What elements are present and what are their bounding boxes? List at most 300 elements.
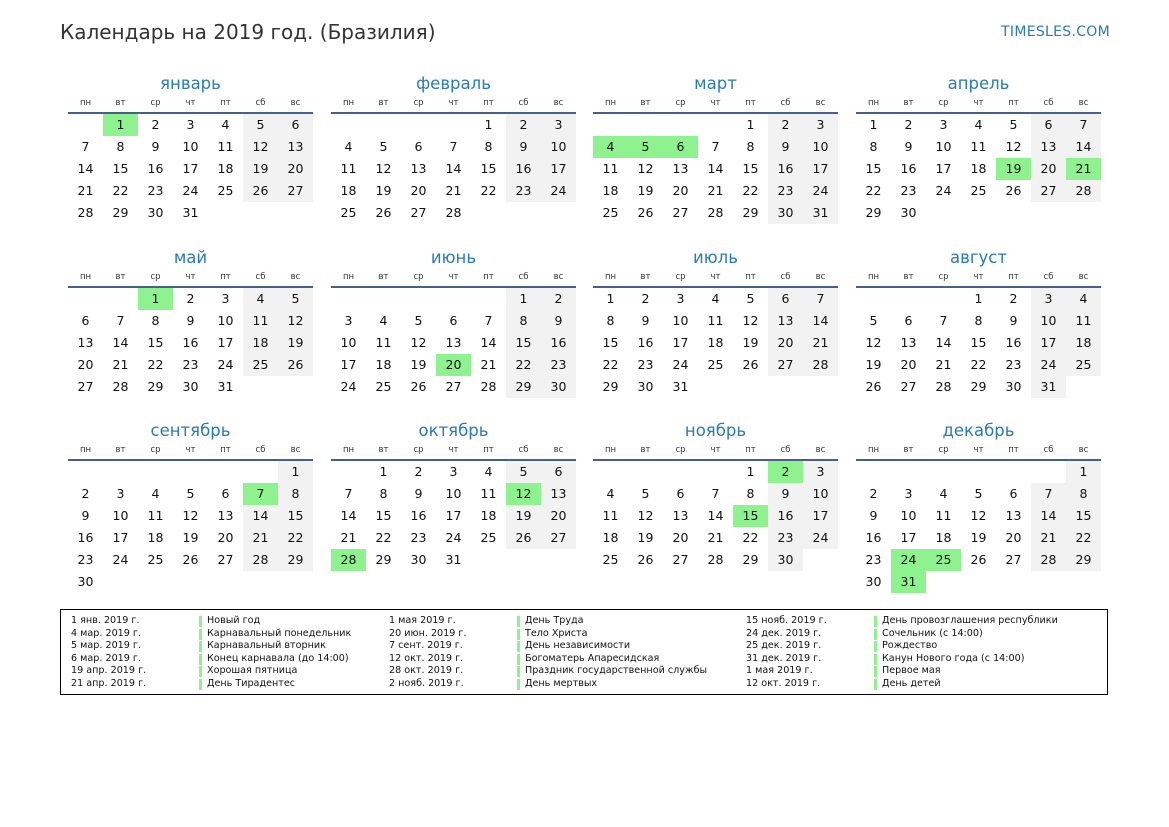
day-cell: 12 [182, 508, 199, 523]
day-cell: 22 [865, 183, 882, 198]
day-cell: 31 [217, 379, 234, 394]
day-cell: 17 [217, 335, 234, 350]
day-cell: 3 [344, 313, 353, 328]
day-cell: 14 [340, 508, 357, 523]
week-row [331, 332, 576, 354]
week-row [593, 310, 838, 332]
day-cell: 9 [414, 486, 423, 501]
week-row [331, 288, 576, 310]
week-row [593, 202, 838, 224]
day-cell: 11 [935, 508, 952, 523]
day-cell: 8 [746, 139, 755, 154]
weekend-day-cell: 20 [1031, 158, 1066, 180]
weekend-day-cell: 20 [768, 332, 803, 354]
weekday-label: пн [867, 98, 880, 108]
day-cell: 9 [186, 313, 195, 328]
week-row [856, 376, 1101, 398]
weekend-day-cell: 23 [768, 180, 803, 202]
day-cell: 23 [637, 357, 654, 372]
legend-date: 1 мая 2019 г. [746, 665, 813, 677]
week-row [331, 527, 576, 549]
day-cell: 20 [900, 357, 917, 372]
day-cell: 31 [182, 205, 199, 220]
empty-cell [541, 549, 576, 571]
legend-date: 21 апр. 2019 г. [71, 677, 147, 689]
weekend-day-cell: 18 [243, 332, 278, 354]
weekend-day-cell: 22 [278, 527, 313, 549]
empty-cell [628, 114, 663, 136]
day-cell: 23 [865, 552, 882, 567]
weekend-day-cell: 14 [1066, 136, 1101, 158]
day-cell: 3 [186, 117, 195, 132]
weekend-day-cell: 7 [803, 288, 838, 310]
weekend-day-cell: 28 [1031, 549, 1066, 571]
weekday-label: вс [290, 272, 301, 282]
weekday-label: ср [413, 98, 424, 108]
empty-cell [856, 288, 891, 310]
legend-date: 25 дек. 2019 г. [746, 640, 822, 652]
empty-cell [208, 202, 243, 224]
day-cell: 28 [935, 379, 952, 394]
day-cell: 7 [711, 139, 720, 154]
day-cell: 6 [414, 139, 423, 154]
weekend-day-cell: 7 [1066, 114, 1101, 136]
holiday-day-cell: 1 [138, 288, 173, 310]
empty-cell [366, 288, 401, 310]
day-cell: 2 [186, 291, 195, 306]
day-cell: 8 [151, 313, 160, 328]
month-7 [593, 248, 838, 398]
day-cell: 25 [340, 205, 357, 220]
day-cell: 4 [606, 486, 615, 501]
day-cell: 31 [445, 552, 462, 567]
day-cell: 21 [480, 357, 497, 372]
day-cell: 8 [116, 139, 125, 154]
weekend-day-cell: 28 [803, 354, 838, 376]
day-cell: 19 [182, 530, 199, 545]
weekend-day-cell: 15 [1066, 505, 1101, 527]
weekday-label: сб [255, 272, 266, 282]
empty-cell [471, 288, 506, 310]
weekend-day-cell: 12 [278, 310, 313, 332]
weekday-label: сб [255, 445, 266, 455]
day-cell: 15 [112, 161, 129, 176]
week-row [331, 483, 576, 505]
day-cell: 6 [1009, 486, 1018, 501]
day-cell: 18 [340, 183, 357, 198]
week-row [856, 202, 1101, 224]
holiday-day-cell: 28 [331, 549, 366, 571]
day-cell: 20 [217, 530, 234, 545]
week-row [68, 461, 313, 483]
day-cell: 26 [1005, 183, 1022, 198]
empty-cell [663, 114, 698, 136]
month-name: март [694, 74, 737, 93]
week-row [331, 136, 576, 158]
day-cell: 23 [147, 183, 164, 198]
week-row [856, 136, 1101, 158]
weekday-header [856, 443, 1101, 461]
day-cell: 20 [672, 530, 689, 545]
day-cell: 19 [375, 183, 392, 198]
day-cell: 5 [641, 486, 650, 501]
day-cell: 1 [746, 464, 755, 479]
weekday-label: вс [290, 98, 301, 108]
legend-holiday-name: Богоматерь Апаресидская [517, 653, 659, 666]
day-cell: 17 [672, 335, 689, 350]
weekend-day-cell: 8 [1066, 483, 1101, 505]
weekend-day-cell: 20 [541, 505, 576, 527]
weekend-day-cell: 7 [1031, 483, 1066, 505]
weekend-day-cell: 24 [1031, 354, 1066, 376]
day-cell: 7 [939, 313, 948, 328]
weekend-day-cell: 29 [506, 376, 541, 398]
day-cell: 25 [602, 205, 619, 220]
day-cell: 7 [81, 139, 90, 154]
day-cell: 13 [77, 335, 94, 350]
legend-holiday-name: Сочельник (с 14:00) [874, 628, 983, 641]
empty-cell [68, 461, 103, 483]
empty-cell [628, 461, 663, 483]
weekday-label: вс [815, 272, 826, 282]
weekday-label: вт [640, 272, 651, 282]
holiday-day-cell: 4 [593, 136, 628, 158]
day-cell: 19 [970, 530, 987, 545]
day-cell: 21 [707, 530, 724, 545]
day-cell: 18 [375, 357, 392, 372]
week-row [331, 376, 576, 398]
day-cell: 11 [602, 508, 619, 523]
weekday-label: ср [413, 445, 424, 455]
day-cell: 23 [182, 357, 199, 372]
day-cell: 15 [865, 161, 882, 176]
day-cell: 26 [970, 552, 987, 567]
weekday-label: пт [220, 272, 231, 282]
day-cell: 3 [449, 464, 458, 479]
empty-cell [471, 549, 506, 571]
empty-cell [926, 571, 961, 593]
day-cell: 28 [707, 205, 724, 220]
legend-holiday-name: День Тирадентес [199, 678, 295, 691]
day-cell: 12 [637, 161, 654, 176]
day-cell: 9 [151, 139, 160, 154]
weekday-label: вс [815, 98, 826, 108]
day-cell: 10 [340, 335, 357, 350]
month-11 [593, 421, 838, 571]
day-cell: 24 [672, 357, 689, 372]
day-cell: 3 [116, 486, 125, 501]
site-link[interactable]: TIMESLES.COM [1001, 24, 1110, 40]
weekday-label: ср [938, 445, 949, 455]
weekday-label: ср [675, 445, 686, 455]
day-cell: 4 [711, 291, 720, 306]
day-cell: 25 [602, 552, 619, 567]
day-cell: 29 [970, 379, 987, 394]
day-cell: 20 [77, 357, 94, 372]
day-cell: 29 [742, 205, 759, 220]
holiday-legend [60, 609, 1108, 695]
weekday-label: ср [150, 272, 161, 282]
day-cell: 8 [484, 139, 493, 154]
week-row [593, 483, 838, 505]
day-cell: 14 [935, 335, 952, 350]
legend-date: 28 окт. 2019 г. [389, 665, 464, 677]
empty-cell [698, 461, 733, 483]
weekday-label: чт [448, 272, 459, 282]
empty-cell [1066, 202, 1101, 224]
weekday-label: пн [79, 445, 92, 455]
weekend-day-cell: 24 [803, 527, 838, 549]
week-row [331, 114, 576, 136]
weekday-label: пт [1008, 98, 1019, 108]
weekend-day-cell: 22 [506, 354, 541, 376]
weekday-label: сб [1043, 272, 1054, 282]
empty-cell [891, 461, 926, 483]
empty-cell [1066, 571, 1101, 593]
weekday-label: пт [483, 98, 494, 108]
weekday-label: чт [973, 445, 984, 455]
weekend-day-cell: 6 [541, 461, 576, 483]
legend-date: 7 сент. 2019 г. [389, 640, 463, 652]
day-cell: 4 [151, 486, 160, 501]
empty-cell [663, 461, 698, 483]
weekend-day-cell: 28 [1066, 180, 1101, 202]
day-cell: 2 [414, 464, 423, 479]
weekday-label: чт [448, 445, 459, 455]
day-cell: 14 [480, 335, 497, 350]
weekend-day-cell: 1 [1066, 461, 1101, 483]
day-cell: 30 [410, 552, 427, 567]
weekday-label: сб [1043, 98, 1054, 108]
day-cell: 26 [182, 552, 199, 567]
weekday-label: вс [1078, 445, 1089, 455]
week-row [593, 376, 838, 398]
weekday-label: пн [604, 445, 617, 455]
day-cell: 15 [375, 508, 392, 523]
holiday-day-cell: 19 [996, 158, 1031, 180]
weekend-day-cell: 29 [278, 549, 313, 571]
weekday-label: ср [150, 445, 161, 455]
empty-cell [331, 461, 366, 483]
weekday-label: сб [780, 272, 791, 282]
week-row [593, 136, 838, 158]
holiday-day-cell: 15 [733, 505, 768, 527]
weekday-label: пн [342, 445, 355, 455]
empty-cell [1031, 461, 1066, 483]
weekend-day-cell: 14 [1031, 505, 1066, 527]
legend-date: 31 дек. 2019 г. [746, 652, 822, 664]
weekday-label: пн [342, 98, 355, 108]
day-cell: 27 [77, 379, 94, 394]
day-cell: 29 [147, 379, 164, 394]
empty-cell [856, 461, 891, 483]
week-row [856, 180, 1101, 202]
day-cell: 17 [112, 530, 129, 545]
day-cell: 26 [410, 379, 427, 394]
week-row [68, 114, 313, 136]
day-cell: 19 [410, 357, 427, 372]
empty-cell [891, 288, 926, 310]
empty-cell [1066, 376, 1101, 398]
week-row [68, 332, 313, 354]
day-cell: 6 [81, 313, 90, 328]
week-row [68, 505, 313, 527]
day-cell: 21 [445, 183, 462, 198]
legend-date: 15 нояб. 2019 г. [746, 615, 827, 626]
day-cell: 10 [182, 139, 199, 154]
day-cell: 27 [217, 552, 234, 567]
month-name: октябрь [418, 421, 489, 440]
weekend-day-cell: 13 [541, 483, 576, 505]
weekend-day-cell: 2 [541, 288, 576, 310]
day-cell: 12 [375, 161, 392, 176]
day-cell: 13 [1005, 508, 1022, 523]
day-cell: 9 [81, 508, 90, 523]
day-cell: 7 [711, 486, 720, 501]
week-row [593, 114, 838, 136]
week-row [331, 180, 576, 202]
weekend-day-cell: 3 [803, 461, 838, 483]
day-cell: 18 [707, 335, 724, 350]
weekday-label: сб [255, 98, 266, 108]
weekday-label: чт [185, 272, 196, 282]
weekend-day-cell: 12 [243, 136, 278, 158]
week-row [68, 527, 313, 549]
empty-cell [506, 549, 541, 571]
weekend-day-cell: 13 [1031, 136, 1066, 158]
weekend-day-cell: 9 [768, 136, 803, 158]
week-row [68, 202, 313, 224]
empty-cell [243, 461, 278, 483]
empty-cell [278, 571, 313, 593]
weekday-label: вт [903, 98, 914, 108]
weekday-label: ср [150, 98, 161, 108]
month-name: февраль [416, 74, 491, 93]
holiday-day-cell: 31 [891, 571, 926, 593]
weekend-day-cell: 17 [803, 505, 838, 527]
empty-cell [803, 549, 838, 571]
day-cell: 22 [602, 357, 619, 372]
weekday-label: вс [290, 445, 301, 455]
month-name: июль [693, 248, 738, 267]
weekday-label: пн [867, 272, 880, 282]
weekday-label: вс [815, 445, 826, 455]
legend-holiday-name: Канун Нового года (с 14:00) [874, 653, 1024, 666]
weekday-label: пн [867, 445, 880, 455]
weekend-day-cell: 26 [506, 527, 541, 549]
day-cell: 27 [1005, 552, 1022, 567]
weekend-day-cell: 6 [278, 114, 313, 136]
weekend-day-cell: 21 [243, 527, 278, 549]
weekday-label: ср [938, 98, 949, 108]
empty-cell [541, 202, 576, 224]
holiday-day-cell: 5 [628, 136, 663, 158]
day-cell: 14 [707, 161, 724, 176]
day-cell: 23 [1005, 357, 1022, 372]
empty-cell [961, 202, 996, 224]
weekend-day-cell: 6 [1031, 114, 1066, 136]
week-row [856, 461, 1101, 483]
weekend-day-cell: 30 [768, 549, 803, 571]
week-row [593, 549, 838, 571]
week-row [856, 354, 1101, 376]
month-6 [331, 248, 576, 398]
day-cell: 22 [970, 357, 987, 372]
day-cell: 9 [641, 313, 650, 328]
day-cell: 25 [217, 183, 234, 198]
day-cell: 22 [480, 183, 497, 198]
empty-cell [138, 461, 173, 483]
day-cell: 8 [606, 313, 615, 328]
weekday-label: ср [675, 98, 686, 108]
day-cell: 25 [970, 183, 987, 198]
day-cell: 12 [410, 335, 427, 350]
empty-cell [278, 202, 313, 224]
week-row [68, 288, 313, 310]
day-cell: 5 [414, 313, 423, 328]
weekend-day-cell: 17 [803, 158, 838, 180]
day-cell: 21 [707, 183, 724, 198]
weekday-label: чт [710, 98, 721, 108]
day-cell: 11 [480, 486, 497, 501]
day-cell: 5 [186, 486, 195, 501]
legend-holiday-name: День детей [874, 678, 941, 691]
week-row [68, 310, 313, 332]
day-cell: 29 [602, 379, 619, 394]
day-cell: 24 [182, 183, 199, 198]
week-row [856, 549, 1101, 571]
day-cell: 10 [445, 486, 462, 501]
empty-cell [366, 114, 401, 136]
month-name: сентябрь [150, 421, 231, 440]
week-row [593, 505, 838, 527]
empty-cell [401, 288, 436, 310]
day-cell: 17 [445, 508, 462, 523]
day-cell: 2 [904, 117, 913, 132]
day-cell: 1 [974, 291, 983, 306]
day-cell: 19 [865, 357, 882, 372]
day-cell: 9 [1009, 313, 1018, 328]
day-cell: 21 [77, 183, 94, 198]
month-3 [593, 74, 838, 224]
weekday-header [331, 270, 576, 288]
day-cell: 8 [974, 313, 983, 328]
weekday-label: пт [483, 445, 494, 455]
week-row [593, 332, 838, 354]
holiday-day-cell: 1 [103, 114, 138, 136]
weekend-day-cell: 3 [1031, 288, 1066, 310]
weekday-label: вт [640, 445, 651, 455]
week-row [856, 158, 1101, 180]
day-cell: 3 [676, 291, 685, 306]
day-cell: 5 [974, 486, 983, 501]
day-cell: 15 [970, 335, 987, 350]
weekend-day-cell: 27 [278, 180, 313, 202]
legend-date: 2 нояб. 2019 г. [389, 677, 464, 689]
day-cell: 17 [900, 530, 917, 545]
weekend-day-cell: 23 [506, 180, 541, 202]
day-cell: 12 [865, 335, 882, 350]
day-cell: 8 [746, 486, 755, 501]
day-cell: 30 [1005, 379, 1022, 394]
day-cell: 1 [379, 464, 388, 479]
weekend-day-cell: 23 [541, 354, 576, 376]
month-5 [68, 248, 313, 398]
day-cell: 4 [484, 464, 493, 479]
day-cell: 11 [375, 335, 392, 350]
day-cell: 10 [672, 313, 689, 328]
weekend-day-cell: 30 [768, 202, 803, 224]
